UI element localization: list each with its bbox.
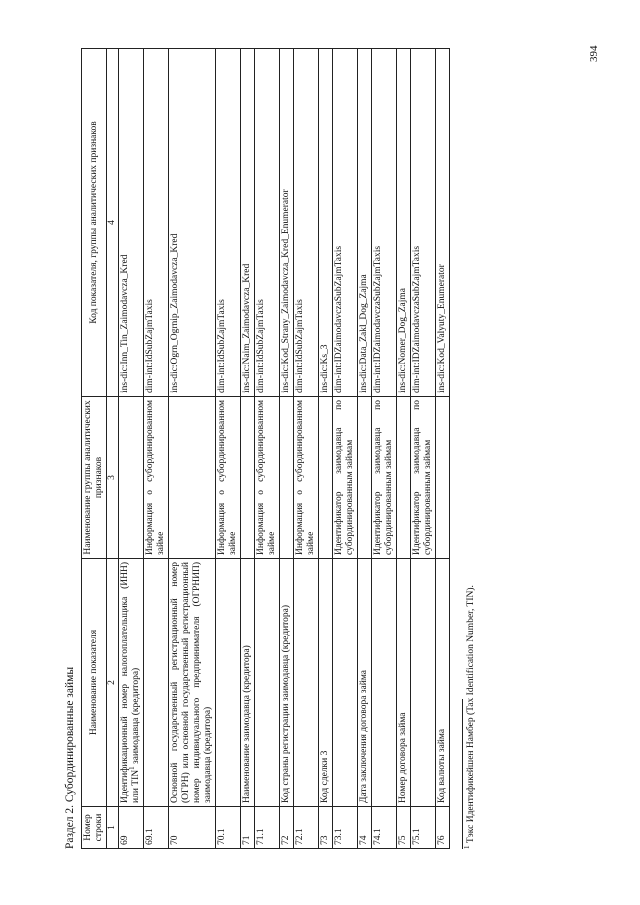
indicator-name: Код валюты займа xyxy=(436,559,450,807)
footnote-ref: 1 xyxy=(127,766,136,770)
row-number: 69 xyxy=(119,807,144,849)
indicator-code: ins-dic:Ogrn_Ogrnip_Zaimodavcza_Kred xyxy=(169,49,216,397)
indicator-name: Дата заключения договора займа xyxy=(358,559,372,807)
group-name: Идентификатор заимодавца по субординированным займам xyxy=(411,397,436,559)
group-name: Информация о субординированном займе xyxy=(144,397,169,559)
table-row xyxy=(294,49,319,849)
row-number: 69.1 xyxy=(144,807,169,849)
indicator-code: dim-int:IdSubZajmTaxis xyxy=(144,49,169,397)
column-number: 2 xyxy=(107,559,119,807)
indicator-code: ins-dic:Kod_Valyuty_Enumerator xyxy=(436,49,450,397)
row-number: 75.1 xyxy=(411,807,436,849)
header-row xyxy=(82,49,107,849)
section-title: Раздел 2. Субординированные займы xyxy=(64,666,76,849)
footnote-text: Тэкс Идентификейшен Намбер (Tax Identification Number, TIN). xyxy=(466,585,476,846)
row-number: 75 xyxy=(397,807,411,849)
indicator-code: dim-int:IdSubZajmTaxis xyxy=(216,49,241,397)
table-row xyxy=(241,49,255,849)
footnote-divider xyxy=(462,699,463,849)
table-row xyxy=(216,49,241,849)
indicator-name xyxy=(144,559,169,807)
header-code: Код показателя, группы аналитических признаков xyxy=(82,49,107,397)
row-number: 73.1 xyxy=(333,807,358,849)
group-name: Идентификатор заимодавца по субординированным займам xyxy=(333,397,358,559)
group-name xyxy=(169,397,216,559)
table-row xyxy=(372,49,397,849)
column-number: 3 xyxy=(107,397,119,559)
row-number: 76 xyxy=(436,807,450,849)
header-group-name: Наименование группы аналитических признаков xyxy=(82,397,107,559)
group-name: Информация о субординированном займе xyxy=(216,397,241,559)
indicator-name: Основной государственный регистрационный номер (ОГРН) или основной государственный регистрационный номер индивидуального предпринимателя (ОГРНИП) заимодавца (кредитора) xyxy=(169,559,216,807)
indicators-table xyxy=(81,48,450,849)
indicator-code: ins-dic:Data_Zakl_Dog_Zajma xyxy=(358,49,372,397)
indicator-code: dim-int:IdSubZajmTaxis xyxy=(294,49,319,397)
group-name: Информация о субординированном займе xyxy=(294,397,319,559)
footnote-mark: 1 xyxy=(462,845,471,849)
group-name: Идентификатор заимодавца по субординированным займам xyxy=(372,397,397,559)
indicator-name xyxy=(119,559,144,807)
group-name xyxy=(319,397,333,559)
group-name xyxy=(119,397,144,559)
table-row xyxy=(169,49,216,849)
group-name xyxy=(241,397,255,559)
row-number: 70 xyxy=(169,807,216,849)
indicator-code: ins-dic:Kod_Strany_Zaimodavcza_Kred_Enumerator xyxy=(280,49,294,397)
group-name xyxy=(358,397,372,559)
indicator-name xyxy=(411,559,436,807)
table-row xyxy=(358,49,372,849)
column-number: 4 xyxy=(107,49,119,397)
table-row xyxy=(319,49,333,849)
indicator-name: Наименование заимодавца (кредитора) xyxy=(241,559,255,807)
footnote xyxy=(462,49,476,849)
indicator-code: ins-dic:Naim_Zaimodavcza_Kred xyxy=(241,49,255,397)
indicator-name: Номер договора займа xyxy=(397,559,411,807)
row-number: 74.1 xyxy=(372,807,397,849)
indicator-code: dim-int:IdSubZajmTaxis xyxy=(255,49,280,397)
table-row xyxy=(436,49,450,849)
table-row xyxy=(397,49,411,849)
table-row xyxy=(411,49,436,849)
indicator-name: Код страны регистрации заимодавца (кредитора) xyxy=(280,559,294,807)
table-row xyxy=(280,49,294,849)
row-number: 72.1 xyxy=(294,807,319,849)
indicator-name xyxy=(255,559,280,807)
indicator-name xyxy=(216,559,241,807)
group-name xyxy=(436,397,450,559)
indicator-name-text: заимодавца (кредитора) xyxy=(131,667,141,767)
row-number: 70.1 xyxy=(216,807,241,849)
indicator-code: ins-dic:Inn_Tin_Zaimodavcza_Kred xyxy=(119,49,144,397)
indicator-code: ins-dic:Nomer_Dog_Zajma xyxy=(397,49,411,397)
indicator-name-text: Идентификационный номер налогоплательщика (ИНН) или TIN xyxy=(120,562,141,803)
header-row-number: Номер строки xyxy=(82,807,107,849)
indicator-code: dim-int:IDZaimodavczaSubZajmTaxis xyxy=(372,49,397,397)
indicator-name: Код сделки 3 xyxy=(319,559,333,807)
row-number: 71 xyxy=(241,807,255,849)
indicator-code: dim-int:IDZaimodavczaSubZajmTaxis xyxy=(333,49,358,397)
page-number: 394 xyxy=(588,45,600,62)
indicator-name xyxy=(294,559,319,807)
group-name: Информация о субординированном займе xyxy=(255,397,280,559)
indicator-code: ins-dic:Ks_3 xyxy=(319,49,333,397)
column-number-row xyxy=(107,49,119,849)
indicator-name xyxy=(333,559,358,807)
indicator-name xyxy=(372,559,397,807)
table-row xyxy=(119,49,144,849)
row-number: 72 xyxy=(280,807,294,849)
group-name xyxy=(280,397,294,559)
row-number: 73 xyxy=(319,807,333,849)
row-number: 71.1 xyxy=(255,807,280,849)
table-row xyxy=(144,49,169,849)
header-indicator-name: Наименование показателя xyxy=(82,559,107,807)
table-row xyxy=(255,49,280,849)
column-number: 1 xyxy=(107,807,119,849)
indicator-code: dim-int:IDZaimodavczaSubZajmTaxis xyxy=(411,49,436,397)
rotated-page-content xyxy=(62,49,582,849)
group-name xyxy=(397,397,411,559)
table-row xyxy=(333,49,358,849)
row-number: 74 xyxy=(358,807,372,849)
